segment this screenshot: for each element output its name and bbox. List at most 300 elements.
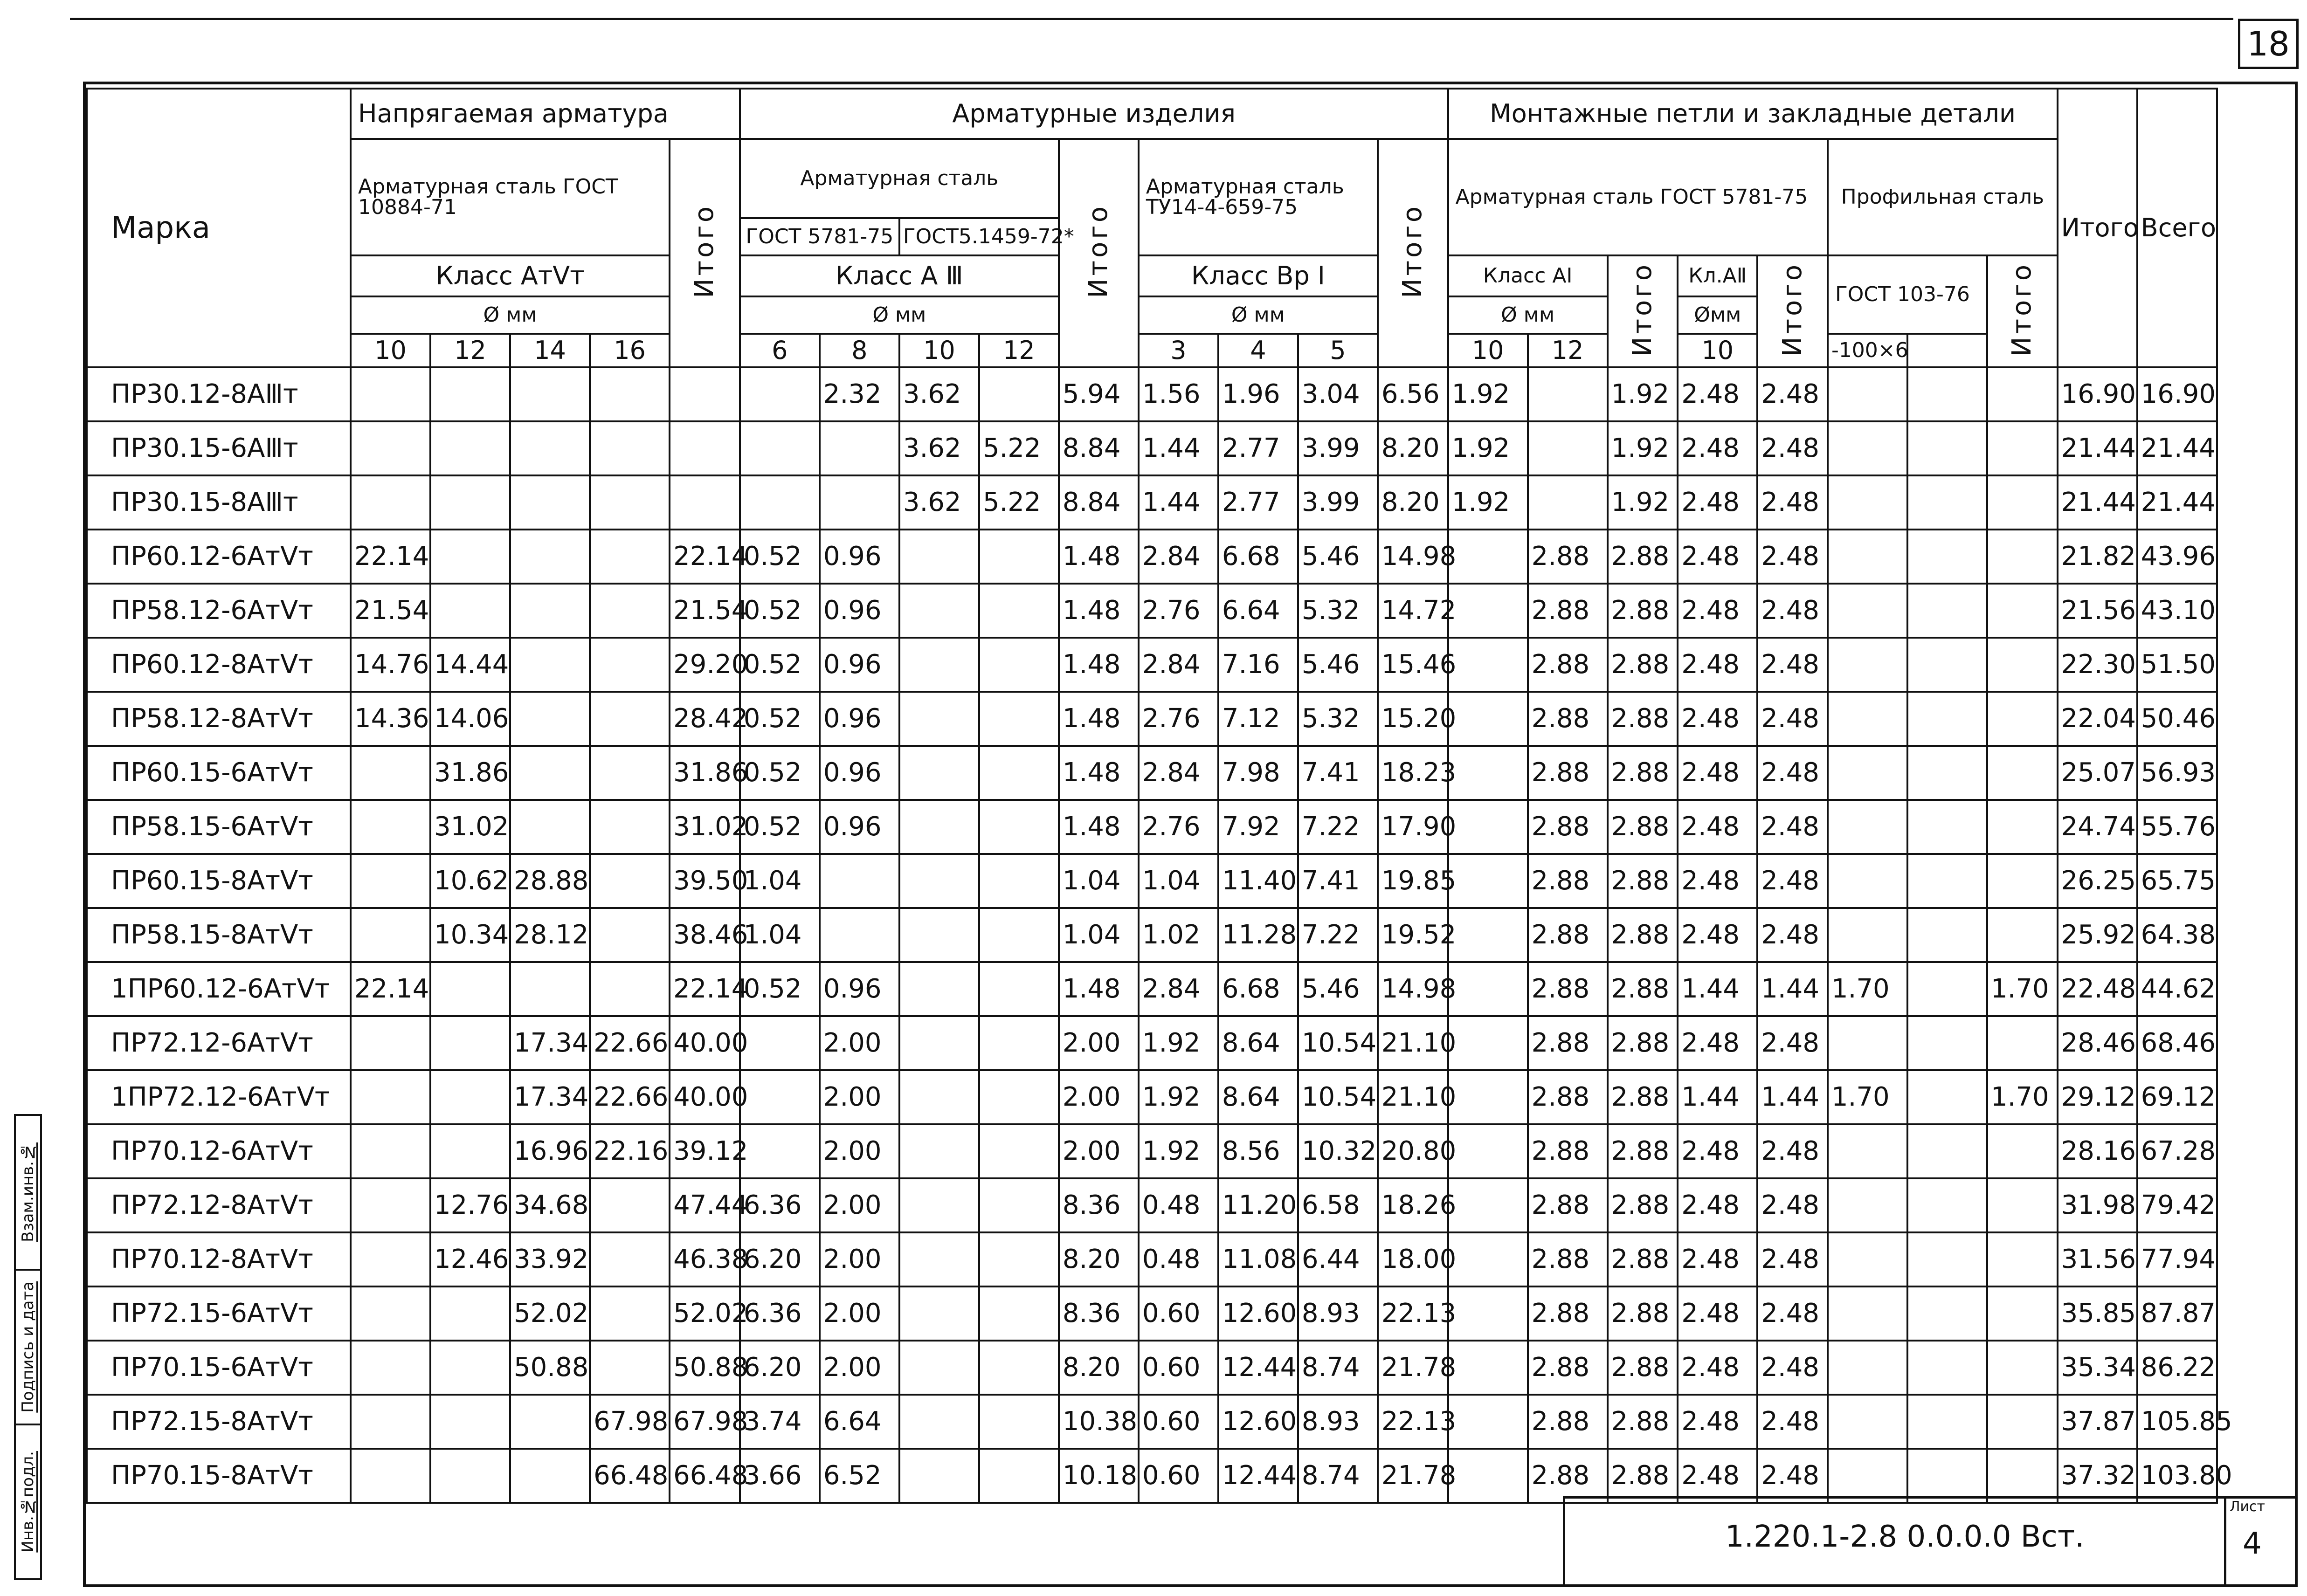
table-cell: 0.60	[1139, 1449, 1218, 1503]
table-cell	[351, 475, 430, 530]
table-cell	[590, 854, 670, 908]
table-cell: 3.99	[1298, 475, 1378, 530]
table-cell	[1907, 1178, 1987, 1232]
table-cell	[979, 1070, 1059, 1124]
row-mark: ПР72.15-6АтⅤт	[87, 1286, 351, 1341]
table-cell: 22.04	[2058, 692, 2137, 746]
table-cell	[430, 367, 510, 421]
table-cell: 1.92	[1139, 1070, 1218, 1124]
table-cell: 2.48	[1757, 1178, 1828, 1232]
table-cell: 3.62	[899, 421, 979, 475]
table-cell	[1907, 1395, 1987, 1449]
table-row	[87, 692, 2297, 746]
table-cell: 2.00	[820, 1070, 899, 1124]
table-cell: 2.00	[1059, 1070, 1139, 1124]
table-cell	[1907, 908, 1987, 962]
table-cell	[979, 367, 1059, 421]
table-cell: 18.26	[1378, 1178, 1448, 1232]
header-itogo-profile-text: Итого	[2007, 262, 2038, 357]
table-cell: 1.48	[1059, 746, 1139, 800]
table-cell: 8.93	[1298, 1395, 1378, 1449]
table-cell: 12.76	[430, 1178, 510, 1232]
table-cell	[1828, 367, 1907, 421]
table-cell	[590, 584, 670, 638]
table-cell: 2.77	[1218, 421, 1298, 475]
table-cell: 21.78	[1378, 1449, 1448, 1503]
table-cell: 6.44	[1298, 1232, 1378, 1286]
table-cell: 1.92	[1608, 475, 1678, 530]
table-row	[87, 1449, 2297, 1503]
table-cell: 2.88	[1608, 1449, 1678, 1503]
table-cell: 1.48	[1059, 692, 1139, 746]
table-cell	[1987, 746, 2058, 800]
table-cell: 2.88	[1608, 746, 1678, 800]
table-cell: 2.00	[1059, 1124, 1139, 1178]
side-stamp-signature: Подпись и дата	[19, 1281, 37, 1413]
table-cell	[979, 1286, 1059, 1341]
table-cell: 2.48	[1757, 692, 1828, 746]
table-cell: 17.34	[510, 1070, 590, 1124]
header-diameter: 12	[1528, 334, 1608, 367]
row-mark: ПР60.12-6АтⅤт	[87, 530, 351, 584]
table-cell: 5.22	[979, 421, 1059, 475]
header-itogo-prestressed	[670, 139, 740, 367]
row-mark: ПР70.12-6АтⅤт	[87, 1124, 351, 1178]
table-cell: 1.92	[1139, 1124, 1218, 1178]
table-cell: 43.10	[2137, 584, 2217, 638]
table-cell: 5.22	[979, 475, 1059, 530]
table-cell: 19.85	[1378, 854, 1448, 908]
table-cell: 1.48	[1059, 638, 1139, 692]
table-cell: 2.88	[1608, 1232, 1678, 1286]
table-cell: 1.48	[1059, 584, 1139, 638]
table-cell: 7.98	[1218, 746, 1298, 800]
table-cell: 8.74	[1298, 1449, 1378, 1503]
table-cell	[1448, 962, 1528, 1016]
table-cell: 0.96	[820, 800, 899, 854]
table-cell: 21.82	[2058, 530, 2137, 584]
table-cell: 6.20	[740, 1341, 820, 1395]
table-cell	[1448, 692, 1528, 746]
table-cell: 3.62	[899, 367, 979, 421]
table-cell: 39.50	[670, 854, 740, 908]
table-cell: 2.88	[1608, 962, 1678, 1016]
table-cell: 1.04	[1059, 908, 1139, 962]
table-cell: 2.88	[1608, 800, 1678, 854]
row-mark: ПР60.15-8АтⅤт	[87, 854, 351, 908]
table-cell	[899, 1286, 979, 1341]
table-cell: 0.96	[820, 638, 899, 692]
table-cell: 2.00	[820, 1286, 899, 1341]
table-cell: 2.48	[1757, 1395, 1828, 1449]
table-cell: 10.54	[1298, 1070, 1378, 1124]
table-cell: 2.48	[1757, 1016, 1828, 1070]
table-cell: 22.14	[351, 530, 430, 584]
table-cell: 10.34	[430, 908, 510, 962]
table-cell	[510, 692, 590, 746]
table-cell	[1828, 1016, 1907, 1070]
table-cell: 10.62	[430, 854, 510, 908]
table-cell	[979, 692, 1059, 746]
table-cell	[1528, 475, 1608, 530]
table-cell	[351, 1286, 430, 1341]
table-cell: 2.88	[1528, 1449, 1608, 1503]
table-cell: 2.88	[1528, 638, 1608, 692]
table-cell	[351, 1124, 430, 1178]
table-cell: 50.88	[510, 1341, 590, 1395]
table-cell	[1987, 367, 2058, 421]
table-cell: 7.22	[1298, 800, 1378, 854]
table-cell	[351, 421, 430, 475]
table-cell	[1907, 746, 1987, 800]
table-cell	[899, 1016, 979, 1070]
table-cell: 2.00	[820, 1232, 899, 1286]
table-cell: 8.20	[1059, 1232, 1139, 1286]
header-profile-size: -100×6	[1828, 334, 1907, 367]
table-cell	[820, 854, 899, 908]
table-cell	[430, 475, 510, 530]
table-cell: 66.48	[670, 1449, 740, 1503]
table-cell: 22.14	[670, 530, 740, 584]
table-cell	[1907, 1124, 1987, 1178]
table-cell: 1.44	[1678, 962, 1757, 1016]
table-cell: 17.34	[510, 1016, 590, 1070]
header-grand-total: Всего	[2137, 89, 2217, 367]
row-mark: ПР70.15-8АтⅤт	[87, 1449, 351, 1503]
table-cell	[899, 1124, 979, 1178]
header-rebar-products: Арматурные изделия	[740, 89, 1448, 139]
table-cell: 6.58	[1298, 1178, 1378, 1232]
table-cell: 1.48	[1059, 962, 1139, 1016]
header-dmm-a3: Ø мм	[740, 296, 1059, 334]
table-cell: 40.00	[670, 1016, 740, 1070]
table-cell: 12.44	[1218, 1449, 1298, 1503]
table-cell: 2.48	[1757, 530, 1828, 584]
table-cell: 2.88	[1608, 1341, 1678, 1395]
table-row	[87, 1016, 2297, 1070]
header-class-bp1: Класс Вр Ⅰ	[1139, 255, 1378, 296]
table-cell	[979, 1449, 1059, 1503]
table-cell: 2.48	[1678, 584, 1757, 638]
table-body	[87, 367, 2297, 1503]
table-cell: 67.98	[590, 1395, 670, 1449]
sheet-page-number: 4	[2243, 1527, 2262, 1561]
table-cell: 11.20	[1218, 1178, 1298, 1232]
table-cell: 0.60	[1139, 1341, 1218, 1395]
row-mark: ПР60.15-6АтⅤт	[87, 746, 351, 800]
table-cell: 1.04	[740, 908, 820, 962]
table-cell: 0.48	[1139, 1232, 1218, 1286]
table-cell: 8.20	[1378, 421, 1448, 475]
table-cell: 8.20	[1378, 475, 1448, 530]
table-cell	[430, 1016, 510, 1070]
table-cell: 39.12	[670, 1124, 740, 1178]
table-cell: 2.48	[1757, 367, 1828, 421]
table-cell: 21.54	[670, 584, 740, 638]
table-cell: 2.88	[1608, 1395, 1678, 1449]
table-cell	[351, 1070, 430, 1124]
table-cell	[590, 962, 670, 1016]
table-cell	[740, 1070, 820, 1124]
table-cell: 1.92	[1448, 421, 1528, 475]
table-cell: 2.88	[1608, 854, 1678, 908]
table-cell: 1.70	[1828, 962, 1907, 1016]
table-cell	[740, 1124, 820, 1178]
table-cell: 31.02	[670, 800, 740, 854]
table-cell: 2.84	[1139, 962, 1218, 1016]
table-cell: 2.48	[1757, 638, 1828, 692]
row-mark: ПР72.12-6АтⅤт	[87, 1016, 351, 1070]
table-cell	[510, 367, 590, 421]
table-cell: 2.84	[1139, 638, 1218, 692]
table-cell: 35.85	[2058, 1286, 2137, 1341]
table-cell: 28.16	[2058, 1124, 2137, 1178]
table-row	[87, 800, 2297, 854]
table-row	[87, 1232, 2297, 1286]
header-itogo-profile	[1987, 255, 2058, 367]
table-cell	[1907, 1232, 1987, 1286]
table-cell: 2.88	[1528, 800, 1608, 854]
table-cell: 79.42	[2137, 1178, 2217, 1232]
table-cell	[510, 530, 590, 584]
table-cell	[1907, 475, 1987, 530]
table-cell	[1448, 854, 1528, 908]
table-cell: 12.46	[430, 1232, 510, 1286]
header-steel-gost5781: Арматурная сталь ГОСТ 5781-75	[1448, 139, 1828, 255]
table-cell	[430, 584, 510, 638]
table-cell: 1.92	[1139, 1016, 1218, 1070]
table-cell	[1987, 638, 2058, 692]
table-cell	[1987, 692, 2058, 746]
table-cell: 2.84	[1139, 530, 1218, 584]
table-cell: 14.06	[430, 692, 510, 746]
table-cell: 0.52	[740, 638, 820, 692]
header-prestressed: Напрягаемая арматура	[351, 89, 740, 139]
table-cell	[510, 962, 590, 1016]
table-cell: 0.96	[820, 692, 899, 746]
table-cell: 18.00	[1378, 1232, 1448, 1286]
table-cell: 52.02	[510, 1286, 590, 1341]
table-cell	[1907, 1286, 1987, 1341]
table-cell: 1.44	[1757, 962, 1828, 1016]
header-itogo-bp1	[1378, 139, 1448, 367]
header-dmm-prestressed: Ø мм	[351, 296, 670, 334]
header-diameter: 10	[351, 334, 430, 367]
table-cell: 47.44	[670, 1178, 740, 1232]
table-cell	[590, 800, 670, 854]
table-cell: 3.62	[899, 475, 979, 530]
table-cell: 22.66	[590, 1016, 670, 1070]
table-cell	[1828, 746, 1907, 800]
table-cell: 40.00	[670, 1070, 740, 1124]
table-row	[87, 1178, 2297, 1232]
table-cell: 2.88	[1528, 854, 1608, 908]
header-marka: Марка	[87, 89, 351, 367]
table-cell: 2.88	[1528, 1286, 1608, 1341]
table-cell: 22.13	[1378, 1395, 1448, 1449]
table-cell: 2.48	[1757, 1286, 1828, 1341]
table-cell	[979, 1232, 1059, 1286]
table-cell: 2.76	[1139, 692, 1218, 746]
table-cell: 2.76	[1139, 800, 1218, 854]
table-cell	[899, 1232, 979, 1286]
table-cell: 18.23	[1378, 746, 1448, 800]
table-cell: 0.60	[1139, 1286, 1218, 1341]
table-cell: 0.48	[1139, 1178, 1218, 1232]
table-cell: 10.18	[1059, 1449, 1139, 1503]
table-cell: 14.36	[351, 692, 430, 746]
table-cell: 16.90	[2137, 367, 2217, 421]
table-cell: 28.42	[670, 692, 740, 746]
table-cell: 103.80	[2137, 1449, 2217, 1503]
table-cell	[1987, 854, 2058, 908]
table-cell: 25.07	[2058, 746, 2137, 800]
table-cell	[1907, 421, 1987, 475]
bill-of-materials-table	[86, 88, 2298, 1504]
table-cell: 29.20	[670, 638, 740, 692]
table-cell: 2.48	[1678, 530, 1757, 584]
table-cell: 1.44	[1139, 421, 1218, 475]
table-cell: 24.74	[2058, 800, 2137, 854]
table-cell: 2.88	[1528, 1016, 1608, 1070]
table-cell: 2.88	[1608, 584, 1678, 638]
table-cell	[1907, 584, 1987, 638]
side-stamp-cell	[16, 1116, 40, 1271]
table-cell	[1987, 1178, 2058, 1232]
table-cell	[899, 962, 979, 1016]
table-cell: 51.50	[2137, 638, 2217, 692]
table-cell: 2.88	[1608, 530, 1678, 584]
table-cell: 8.74	[1298, 1341, 1378, 1395]
table-cell	[670, 367, 740, 421]
table-cell: 2.76	[1139, 584, 1218, 638]
table-cell: 8.64	[1218, 1070, 1298, 1124]
table-cell: 3.74	[740, 1395, 820, 1449]
table-cell: 2.48	[1757, 908, 1828, 962]
header-class-atv: Класс АтⅤт	[351, 255, 670, 296]
table-cell	[1987, 1395, 2058, 1449]
table-cell: 6.52	[820, 1449, 899, 1503]
table-cell	[510, 1449, 590, 1503]
table-cell: 2.00	[820, 1341, 899, 1395]
table-cell: 5.46	[1298, 638, 1378, 692]
table-cell	[1987, 1232, 2058, 1286]
header-diameter: 3	[1139, 334, 1218, 367]
table-row	[87, 1286, 2297, 1341]
table-cell: 50.46	[2137, 692, 2217, 746]
table-cell	[899, 530, 979, 584]
table-cell: 0.52	[740, 962, 820, 1016]
table-cell: 0.52	[740, 530, 820, 584]
table-cell	[1828, 1178, 1907, 1232]
table-cell: 31.02	[430, 800, 510, 854]
table-cell: 6.56	[1378, 367, 1448, 421]
table-cell	[1828, 692, 1907, 746]
table-row	[87, 1395, 2297, 1449]
table-cell: 66.48	[590, 1449, 670, 1503]
table-cell: 8.84	[1059, 475, 1139, 530]
table-cell: 2.88	[1528, 584, 1608, 638]
table-cell: 10.32	[1298, 1124, 1378, 1178]
table-cell: 2.32	[820, 367, 899, 421]
table-cell: 2.48	[1757, 746, 1828, 800]
table-cell	[1987, 421, 2058, 475]
table-cell	[1987, 1124, 2058, 1178]
table-cell	[1987, 1286, 2058, 1341]
side-stamp-replacement: Взам.инв.№	[19, 1142, 37, 1242]
table-cell: 25.92	[2058, 908, 2137, 962]
table-cell	[590, 421, 670, 475]
table-cell	[1828, 1449, 1907, 1503]
table-cell: 21.44	[2058, 475, 2137, 530]
table-cell: 2.88	[1608, 1124, 1678, 1178]
table-cell: 8.56	[1218, 1124, 1298, 1178]
table-cell	[590, 1286, 670, 1341]
table-cell: 86.22	[2137, 1341, 2217, 1395]
table-cell	[590, 475, 670, 530]
table-cell: 7.22	[1298, 908, 1378, 962]
header-diameter: 8	[820, 334, 899, 367]
table-cell: 11.08	[1218, 1232, 1298, 1286]
table-row	[87, 421, 2297, 475]
table-cell: 0.52	[740, 746, 820, 800]
table-cell: 10.38	[1059, 1395, 1139, 1449]
table-cell: 33.92	[510, 1232, 590, 1286]
header-gost5-1459: ГОСТ5.1459-72*	[899, 218, 1059, 255]
header-diameter: 12	[430, 334, 510, 367]
table-cell: 7.16	[1218, 638, 1298, 692]
table-cell: 87.87	[2137, 1286, 2217, 1341]
table-cell: 14.98	[1378, 530, 1448, 584]
table-cell: 2.88	[1528, 1232, 1608, 1286]
table-cell	[1448, 584, 1528, 638]
table-cell	[590, 367, 670, 421]
table-cell: 2.88	[1608, 1070, 1678, 1124]
table-cell	[430, 1070, 510, 1124]
table-cell	[1828, 1395, 1907, 1449]
table-row	[87, 367, 2297, 421]
table-cell: 2.48	[1678, 421, 1757, 475]
table-cell	[1448, 1395, 1528, 1449]
table-row	[87, 854, 2297, 908]
table-cell: 5.94	[1059, 367, 1139, 421]
table-cell	[1828, 1124, 1907, 1178]
table-cell	[590, 530, 670, 584]
header-diameter: 6	[740, 334, 820, 367]
table-cell	[1528, 421, 1608, 475]
table-cell: 2.00	[820, 1178, 899, 1232]
table-cell: 2.48	[1678, 1286, 1757, 1341]
table-row	[87, 1341, 2297, 1395]
table-row	[87, 962, 2297, 1016]
row-mark: ПР72.15-8АтⅤт	[87, 1395, 351, 1449]
table-cell	[590, 1178, 670, 1232]
table-cell: 0.96	[820, 530, 899, 584]
table-cell: 1.92	[1448, 475, 1528, 530]
table-cell: 7.41	[1298, 746, 1378, 800]
table-cell: 5.32	[1298, 692, 1378, 746]
table-cell: 2.48	[1678, 1395, 1757, 1449]
table-cell: 0.52	[740, 584, 820, 638]
table-row	[87, 475, 2297, 530]
table-cell	[510, 584, 590, 638]
table-cell: 11.40	[1218, 854, 1298, 908]
header-loops: Монтажные петли и закладные детали	[1448, 89, 2058, 139]
header-diameter: 10	[1678, 334, 1757, 367]
table-cell: 22.14	[670, 962, 740, 1016]
table-cell: 52.02	[670, 1286, 740, 1341]
table-cell: 2.00	[1059, 1016, 1139, 1070]
